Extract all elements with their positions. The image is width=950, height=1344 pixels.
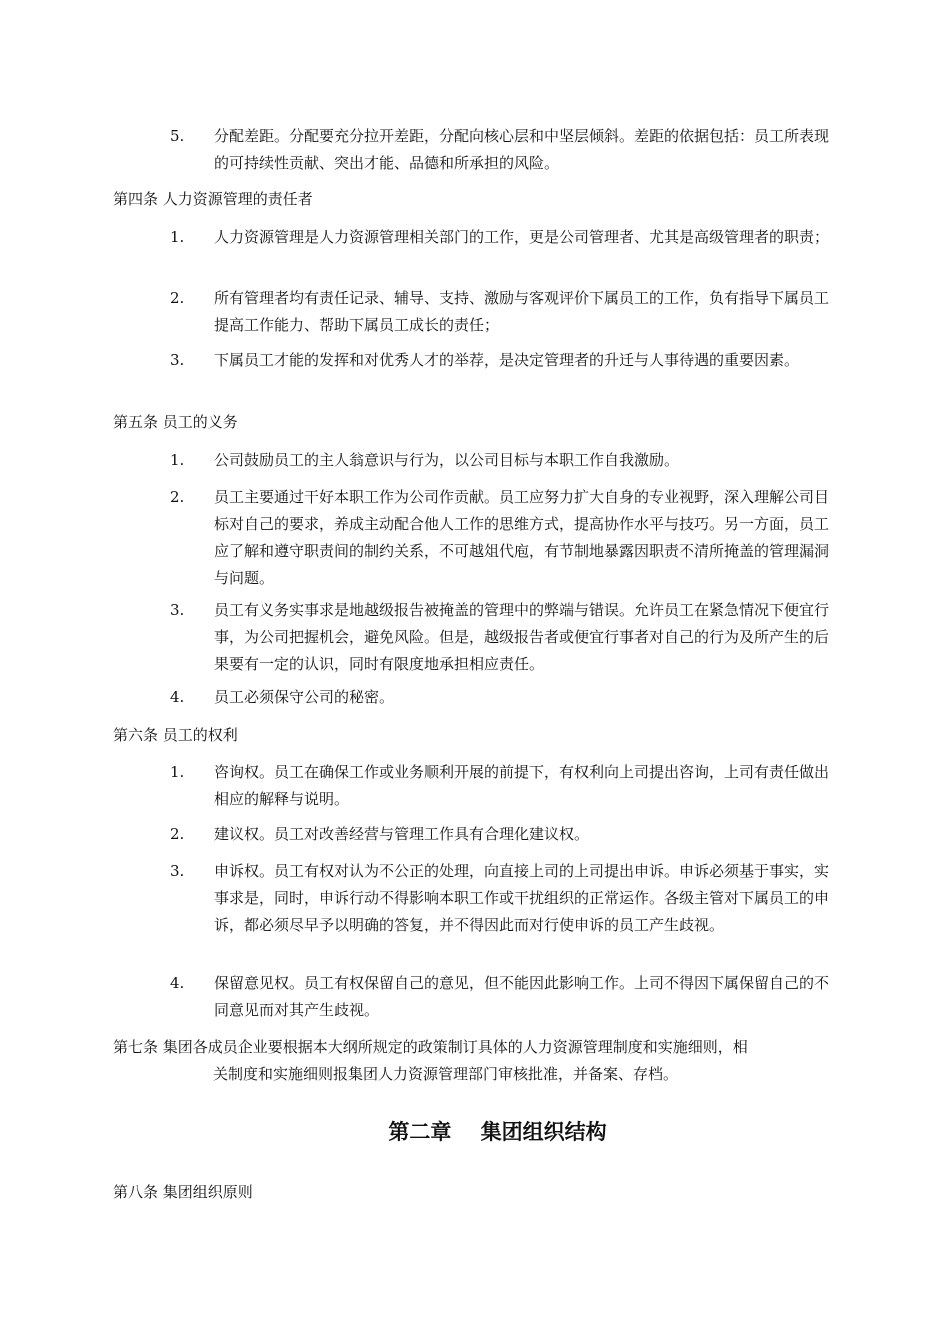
list-text: 员工主要通过干好本职工作为公司作贡献。员工应努力扩大自身的专业视野，深入理解公司目标对自己的要求，养成主动配合他人工作的思维方式，提高协作水平与技巧。另一方面，员工应了解和遵守职责间的制约关系，不可越俎代庖，有节制地暴露因职责不清所掩盖的管理漏洞与问题。 xyxy=(214,488,830,587)
list-number: 2. xyxy=(170,488,185,506)
list-text: 保留意见权。员工有权保留自己的意见，但不能因此影响工作。上司不得因下属保留自己的不同意见而对其产生歧视。 xyxy=(214,974,830,1019)
list-number: 1. xyxy=(170,763,185,781)
list-text: 公司鼓励员工的主人翁意识与行为，以公司目标与本职工作自我激励。 xyxy=(214,451,680,469)
article-heading: 第五条 员工的义务 xyxy=(113,413,238,431)
chapter-title: 第二章 集团组织结构 xyxy=(388,1120,607,1144)
list-number: 4. xyxy=(170,688,185,706)
list-item xyxy=(170,597,842,678)
article-heading: 第八条 集团组织原则 xyxy=(113,1183,253,1201)
list-number: 1. xyxy=(170,451,185,469)
list-text: 咨询权。员工在确保工作或业务顺利开展的前提下，有权利向上司提出咨询，上司有责任做出相应的解释与说明。 xyxy=(214,763,830,808)
list-item xyxy=(170,347,842,374)
list-item xyxy=(170,821,842,848)
article-heading: 第六条 员工的权利 xyxy=(113,726,238,744)
list-number: 5. xyxy=(170,127,185,145)
list-item xyxy=(170,684,842,711)
list-item xyxy=(170,224,842,251)
list-text: 人力资源管理是人力资源管理相关部门的工作，更是公司管理者、尤其是高级管理者的职责； xyxy=(214,228,830,246)
list-item xyxy=(170,970,842,1024)
list-text: 所有管理者均有责任记录、辅导、支持、激励与客观评价下属员工的工作，负有指导下属员工提高工作能力、帮助下属员工成长的责任； xyxy=(214,289,830,334)
list-number: 2. xyxy=(170,289,185,307)
list-number: 3. xyxy=(170,601,185,619)
article-7-line-1: 第七条 集团各成员企业要根据本大纲所规定的政策制订具体的人力资源管理制度和实施细则，相 xyxy=(113,1038,748,1056)
list-item xyxy=(170,285,842,339)
list-item xyxy=(170,759,842,813)
list-text: 建议权。员工对改善经营与管理工作具有合理化建议权。 xyxy=(214,825,590,843)
list-number: 2. xyxy=(170,825,185,843)
list-number: 3. xyxy=(170,862,185,880)
list-number: 4. xyxy=(170,974,185,992)
list-item xyxy=(170,447,842,474)
article-7-line-2: 关制度和实施细则报集团人力资源管理部门审核批准，并备案、存档。 xyxy=(213,1065,679,1083)
list-text: 员工有义务实事求是地越级报告被掩盖的管理中的弊端与错误。允许员工在紧急情况下便宜行事，为公司把握机会，避免风险。但是，越级报告者或便宜行事者对自己的行为及所产生的后果要有一定的认识，同时有限度地承担相应责任。 xyxy=(214,601,830,673)
list-item xyxy=(170,123,842,177)
list-item xyxy=(170,484,842,592)
list-text: 下属员工才能的发挥和对优秀人才的举荐，是决定管理者的升迁与人事待遇的重要因素。 xyxy=(214,351,800,369)
list-text: 分配差距。分配要充分拉开差距，分配向核心层和中坚层倾斜。差距的依据包括：员工所表现的可持续性贡献、突出才能、品德和所承担的风险。 xyxy=(214,127,830,172)
article-heading: 第四条 人力资源管理的责任者 xyxy=(113,190,313,208)
list-item xyxy=(170,858,842,939)
list-number: 3. xyxy=(170,351,185,369)
list-text: 申诉权。员工有权对认为不公正的处理，向直接上司的上司提出申诉。申诉必须基于事实，实事求是，同时，申诉行动不得影响本职工作或干扰组织的正常运作。各级主管对下属员工的申诉，都必须尽早予以明确的答复，并不得因此而对行使申诉的员工产生歧视。 xyxy=(214,862,830,934)
article-7 xyxy=(113,1034,843,1088)
list-number: 1. xyxy=(170,228,185,246)
list-text: 员工必须保守公司的秘密。 xyxy=(214,688,395,706)
